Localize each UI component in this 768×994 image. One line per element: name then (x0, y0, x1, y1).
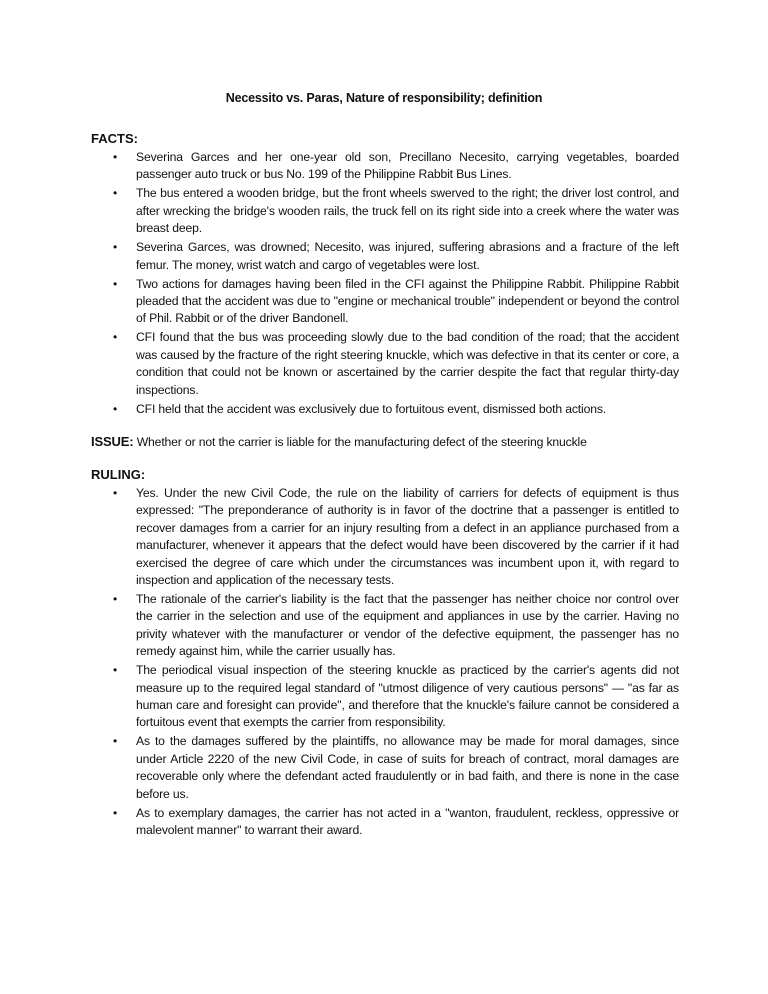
list-item: • As to the damages suffered by the plaintiffs, no allowance may be made for moral damages, since under Article 2220 of the new Civil Code, in case of suits for breach of contract, moral damages are recoverable only where the defendant acted fraudulently or in bad faith, and there is none in the case before us. (113, 734, 679, 801)
list-item: • As to exemplary damages, the carrier has not acted in a "wanton, fraudulent, reckless, oppressive or malevolent manner" to warrant their award. (113, 805, 679, 838)
list-item: • The rationale of the carrier's liability is the fact that the passenger has neither choice nor control over the carrier in the selection and use of the equipment and appliances in use by the carrier. Having no privity whatever with the manufacturer or vendor of the defective equipment, the passenger has no remedy against him, while the carrier usually has. (113, 592, 679, 659)
ruling-list (91, 485, 679, 840)
document-title: Necessito vs. Paras, Nature of responsibility; definition (225, 91, 543, 105)
list-item: • Severina Garces, was drowned; Necesito, was injured, suffering abrasions and a fracture of the left femur. The money, wrist watch and cargo of vegetables were lost. (113, 240, 679, 272)
list-item: • Yes. Under the new Civil Code, the rule on the liability of carriers for defects of equipment is thus expressed: "The preponderance of authority is in favor of the doctrine that a passenger is entitled to recover damages from a carrier for an injury resulting from a defect in an appliance purchased from a manufacturer, whenever it appears that the defect would have been discovered by the carrier if it had exercised the degree of care which under the circumstances was incumbent upon it, with regard to inspection and application of the necessary tests. (113, 486, 679, 588)
issue-section (91, 433, 679, 451)
issue-text: Whether or not the carrier is liable for the manufacturing defect of the steering knuckle (136, 435, 587, 449)
bullet-icon: • (113, 186, 118, 201)
list-item: • Severina Garces and her one-year old son, Precillano Necesito, carrying vegetables, boarded passenger auto truck or bus No. 199 of the Philippine Rabbit Bus Lines. (113, 150, 679, 182)
facts-section (91, 130, 679, 420)
bullet-icon: • (113, 240, 118, 255)
list-item: • The bus entered a wooden bridge, but the front wheels swerved to the right; the driver lost control, and after wrecking the bridge's wooden rails, the truck fell on its right side into a creek where the water was breast deep. (113, 186, 679, 236)
bullet-icon: • (113, 592, 118, 607)
bullet-icon: • (113, 401, 118, 416)
bullet-icon: • (113, 805, 118, 820)
issue-heading: ISSUE: (91, 434, 134, 449)
list-item: • Two actions for damages having been filed in the CFI against the Philippine Rabbit. Philippine Rabbit pleaded that the accident was due to "engine or mechanical trouble" independent or beyond the control of Phil. Rabbit or of the driver Bandonell. (113, 276, 679, 326)
bullet-icon: • (113, 150, 118, 164)
ruling-section (91, 466, 679, 841)
list-item: • CFI found that the bus was proceeding slowly due to the bad condition of the road; that the accident was caused by the fracture of the right steering knuckle, which was defective in that its center or core, a condition that could not be known or ascertained by the carrier despite the fact that regular thirty-day inspections. (113, 330, 679, 397)
facts-list (91, 149, 679, 418)
list-item: • CFI held that the accident was exclusively due to fortuitous event, dismissed both actions. (91, 401, 679, 418)
ruling-heading: RULING: (91, 467, 146, 482)
list-item: • The periodical visual inspection of the steering knuckle as practiced by the carrier's agents did not measure up to the required legal standard of "utmost diligence of very cautious persons" — "as far as human care and foresight can provide", and therefore that the knuckle's failure cannot be considered a fortuitous event that exempts the carrier from responsibility. (113, 663, 679, 730)
facts-heading: FACTS: (91, 131, 138, 146)
bullet-icon: • (113, 663, 118, 678)
bullet-icon: • (113, 486, 118, 500)
bullet-icon: • (113, 330, 118, 345)
bullet-icon: • (113, 734, 118, 749)
bullet-icon: • (113, 276, 118, 291)
